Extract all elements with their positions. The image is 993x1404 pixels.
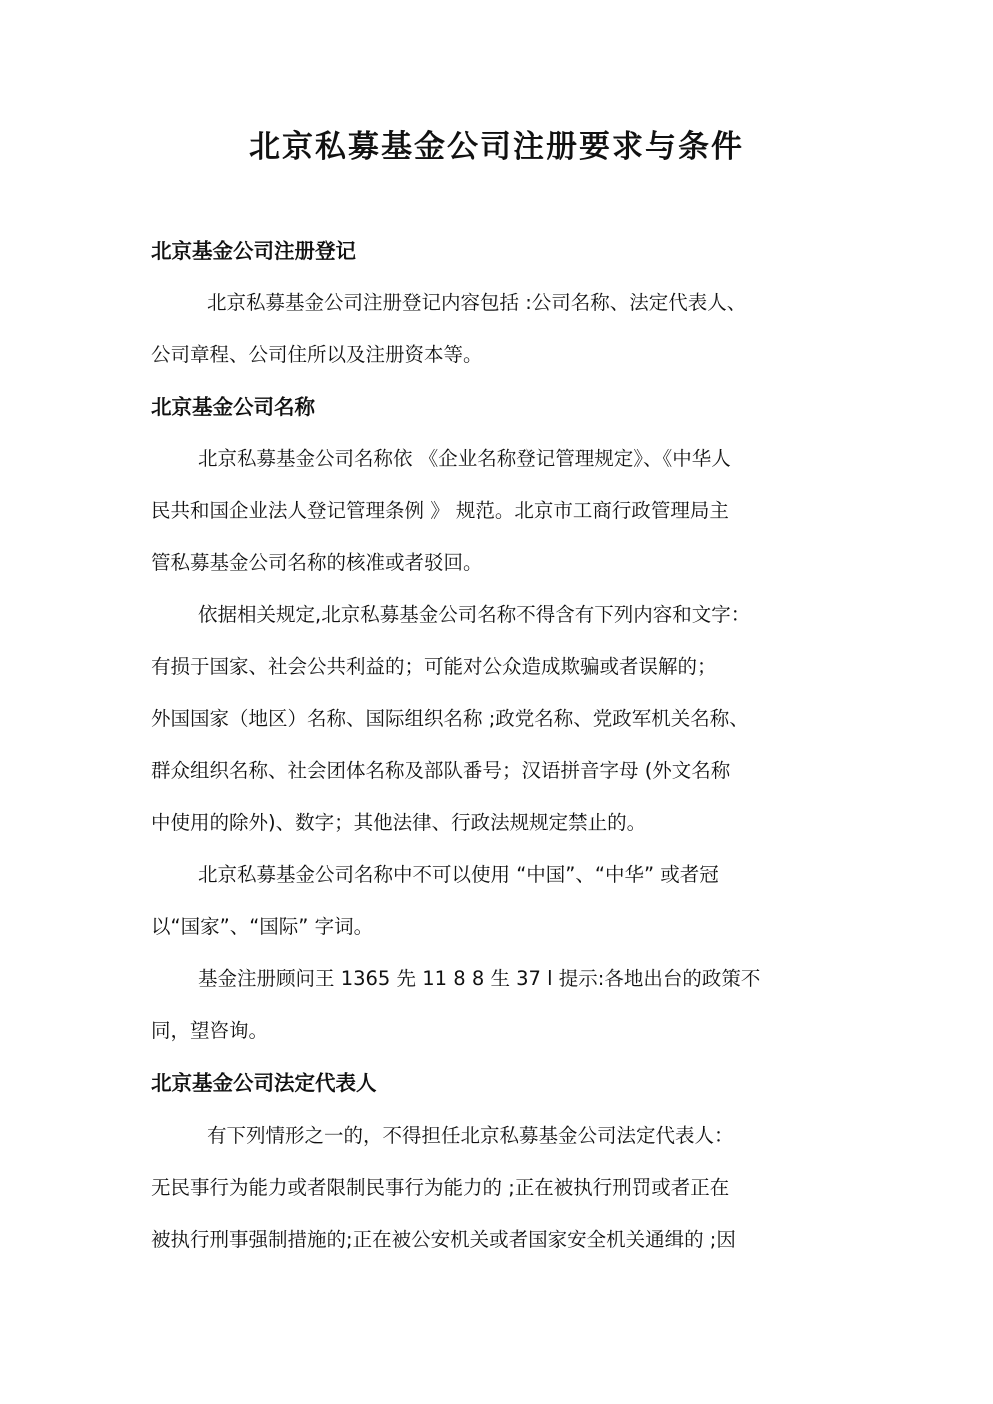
page-title: 北京私募基金公司注册要求与条件 [249, 129, 744, 165]
paragraph-line: 民共和国企业法人登记管理条例 》 规范。北京市工商行政管理局主 [151, 499, 729, 522]
section-heading-legal-representative: 北京基金公司法定代表人 [151, 1071, 377, 1095]
paragraph-line: 无民事行为能力或者限制民事行为能力的 ;正在被执行刑罚或者正在 [151, 1176, 730, 1199]
paragraph-line: 公司章程、公司住所以及注册资本等。 [151, 343, 483, 366]
paragraph-line: 北京私募基金公司注册登记内容包括 :公司名称、法定代表人、 [207, 291, 747, 314]
paragraph-line: 管私募基金公司名称的核准或者驳回。 [151, 551, 483, 574]
paragraph-line: 被执行刑事强制措施的;正在被公安机关或者国家安全机关通缉的 ;因 [151, 1228, 736, 1251]
paragraph-line: 有损于国家、社会公共利益的；可能对公众造成欺骗或者误解的； [151, 655, 717, 678]
paragraph-line: 群众组织名称、社会团体名称及部队番号；汉语拼音字母 (外文名称 [151, 759, 731, 782]
paragraph-line: 依据相关规定,北京私募基金公司名称不得含有下列内容和文字： [198, 603, 751, 626]
paragraph-line: 外国国家（地区）名称、国际组织名称 ;政党名称、党政军机关名称、 [151, 707, 749, 730]
paragraph-line: 北京私募基金公司名称中不可以使用 “中国”、“中华” 或者冠 [198, 863, 719, 886]
paragraph-line: 基金注册顾问王 1365 先 11 8 8 生 37 l 提示:各地出台的政策不 [198, 967, 761, 990]
paragraph-line: 以“国家”、“国际” 字词。 [151, 915, 374, 938]
paragraph-line: 同，望咨询。 [151, 1019, 269, 1042]
paragraph-line: 中使用的除外)、数字；其他法律、行政法规规定禁止的。 [151, 811, 647, 834]
paragraph-line: 有下列情形之一的，不得担任北京私募基金公司法定代表人： [207, 1124, 734, 1147]
paragraph-line: 北京私募基金公司名称依 《企业名称登记管理规定》、《中华人 [198, 447, 731, 470]
section-heading-company-name: 北京基金公司名称 [151, 395, 315, 419]
section-heading-registration: 北京基金公司注册登记 [151, 239, 356, 263]
